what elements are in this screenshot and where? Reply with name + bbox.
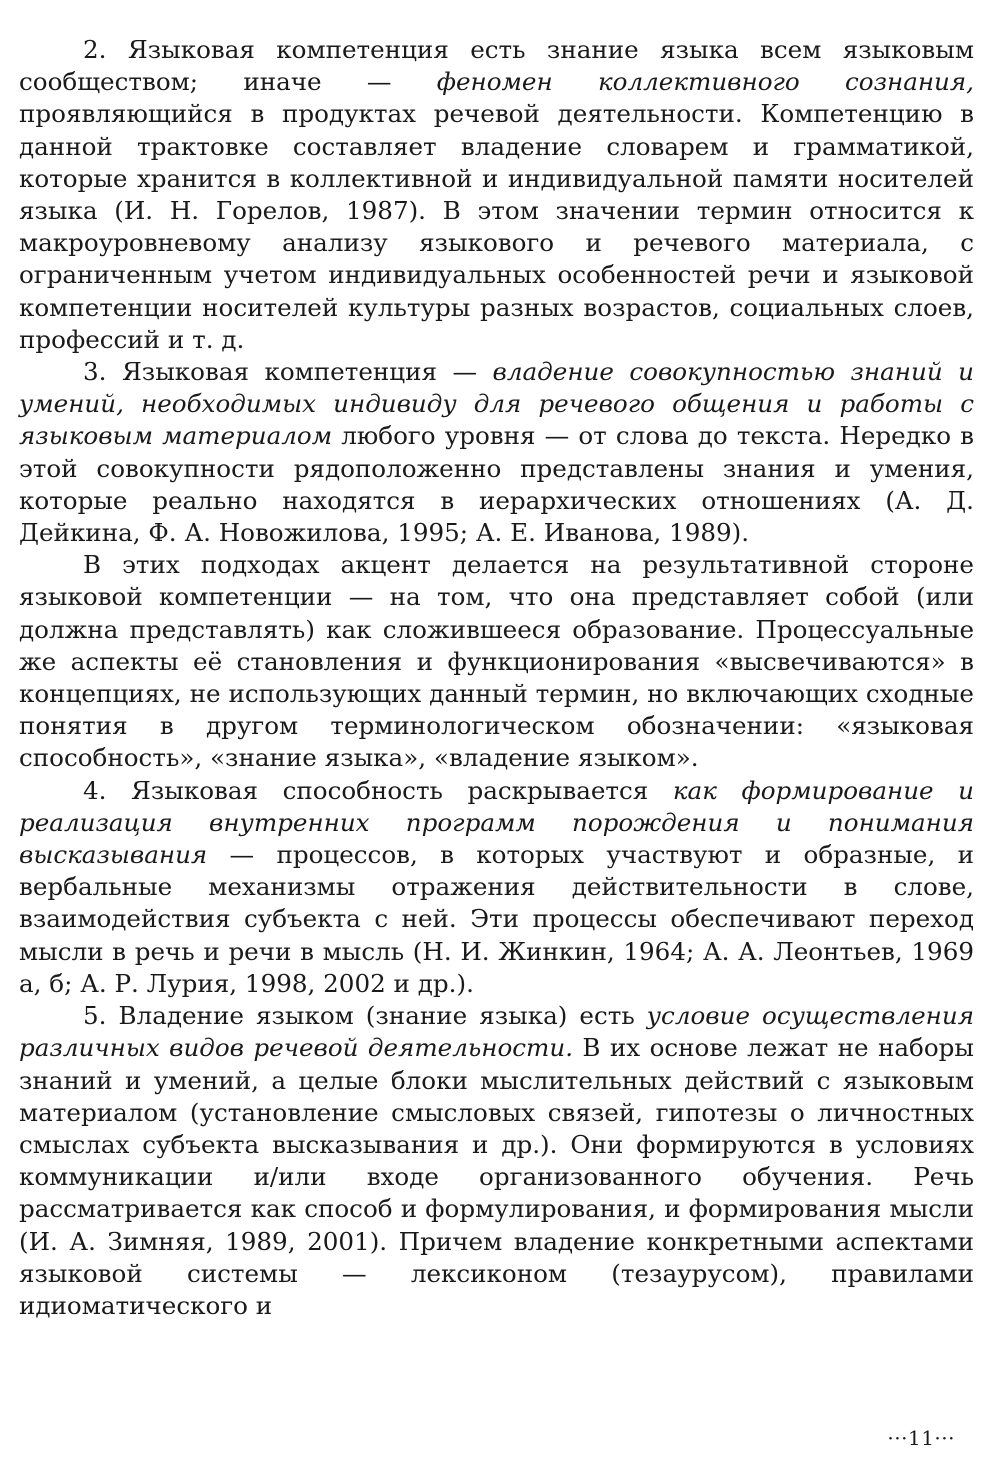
page-number: ···11··· xyxy=(887,1426,955,1450)
paragraph-4 xyxy=(19,775,974,1000)
paragraph-2-text-start: 2. Языковая компетенция есть знание языка всем языковым сообществом; иначе — xyxy=(19,35,974,97)
paragraph-2-italic-definition: феномен коллективного сознания, xyxy=(436,67,974,97)
paragraph-5-italic-definition: условие осуществления различных видов речевой деятельности. xyxy=(19,1001,975,1063)
paragraph-approaches: В этих подходах акцент делается на результативной стороне языковой компетенции — на том, что она представляет собой (или должна представлять) как сложившееся образование. Процессуальные же аспекты её становления и функционирования «высвечиваются» в концепциях, не использующих данный термин, но включающих сходные понятия в другом терминологическом обозначении: «языковая способность», «знание языка», «владение языком». xyxy=(19,550,974,773)
paragraph-3-text-end: любого уровня — от слова до текста. Нередко в этой совокупности рядоположенно представлены знания и умения, которые реально находятся в иерархических отношениях (А. Д. Дейкина, Ф. А. Новожилова, 1995; А. Е. Иванова, 1989). xyxy=(19,421,974,548)
paragraph-2 xyxy=(19,34,974,356)
paragraph-5-text-start: 5. Владение языком (знание языка) есть xyxy=(83,1001,647,1031)
paragraph-2-text-end: проявляющийся в продуктах речевой деятельности. Компетенцию в данной трактовке составляет владение словарем и грамматикой, которые хранится в коллективной и индивидуальной памяти носителей языка (И. Н. Горелов, 1987). В этом значении термин относится к макроуровневому анализу языкового и речевого материала, с ограниченным учетом индивидуальных особенностей речи и языковой компетенции носителей культуры разных возрастов, социальных слоев, профессий и т. д. xyxy=(19,99,974,354)
page-body xyxy=(19,34,974,1322)
paragraph-4-text-end: — процессов, в которых участвуют и образные, и вербальные механизмы отражения действительности в слове, взаимодействия субъекта с ней. Эти процессы обеспечивают переход мысли в речь и речи в мысль (Н. И. Жинкин, 1964; А. А. Леонтьев, 1969 а, б; А. Р. Лурия, 1998, 2002 и др.). xyxy=(19,840,974,998)
paragraph-4-text-start: 4. Языковая способность раскрывается xyxy=(83,775,673,805)
paragraph-5 xyxy=(19,1000,974,1322)
paragraph-5-text-end: В их основе лежат не наборы знаний и умений, а целые блоки мыслительных действий с языковым материалом (установление смысловых связей, гипотезы о личностных смыслах субъекта высказывания и др.). Они формируются в условиях коммуникации и/или входе организованного обучения. Речь рассматривается как способ и формулирования, и формирования мысли (И. А. Зимняя, 1989, 2001). Причем владение конкретными аспектами языковой системы — лексиконом (тезаурусом), правилами идиоматического и xyxy=(19,1033,974,1320)
paragraph-3-text-start: 3. Языковая компетенция — xyxy=(83,357,493,387)
paragraph-4-italic-definition: как формирование и реализация внутренних программ порождения и понимания высказывания xyxy=(19,775,974,870)
paragraph-3 xyxy=(19,356,974,549)
paragraph-3-italic-definition: владение совокупностью знаний и умений, необходимых индивиду для речевого общения и работы с языковым материалом xyxy=(19,357,974,451)
